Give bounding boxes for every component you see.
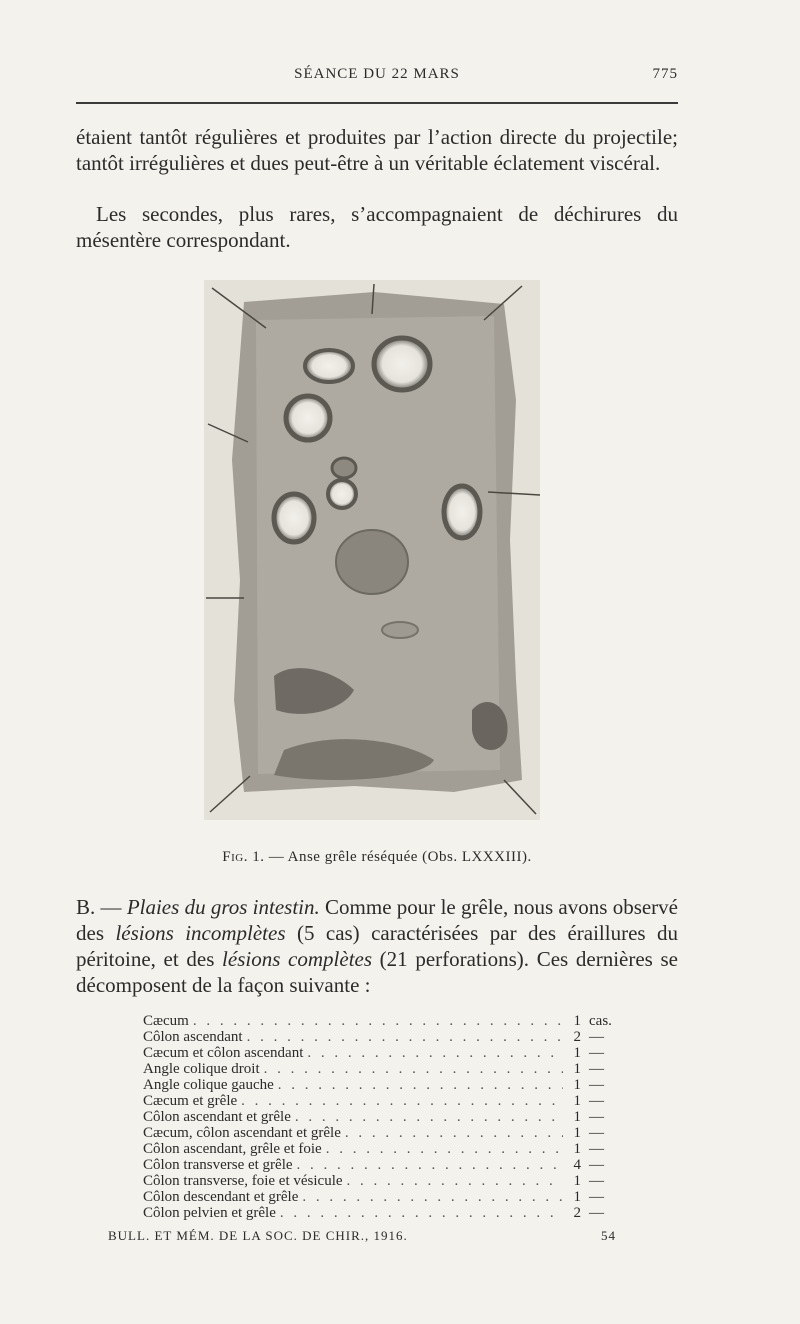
paragraph-continuation: étaient tantôt régulières et produites par l’action directe du projectile; tantôt irrégulières et dues peut-être à un véritable éclatement viscéral. (76, 125, 678, 175)
dot-leader (264, 1061, 563, 1077)
section-text-3: (21 perforations). Ces dernières se décomposent de la façon suivante : (76, 947, 678, 997)
case-count: 2 (573, 1029, 581, 1045)
case-count: 1 (573, 1093, 581, 1109)
section-title: Plaies du gros intestin. (126, 895, 320, 919)
dot-leader (307, 1045, 563, 1061)
specimen-photograph (204, 280, 540, 820)
dot-leader (345, 1125, 563, 1141)
case-unit: — (589, 1061, 604, 1077)
paragraph-section-b (76, 894, 678, 998)
list-item (143, 1045, 623, 1061)
case-unit: — (589, 1157, 604, 1173)
emphasis-incomplete-lesions: lésions incomplètes (115, 921, 286, 945)
page-number: 775 (652, 66, 678, 82)
dot-leader (347, 1173, 563, 1189)
running-title: SÉANCE DU 22 MARS (294, 66, 460, 82)
list-item (143, 1141, 623, 1157)
dot-leader (193, 1013, 563, 1029)
list-item (143, 1205, 623, 1221)
section-text-2: (5 cas) caractérisées par des éraillures du péritoine, et des (76, 921, 679, 971)
site-label: Cæcum, côlon ascendant et grêle (143, 1125, 341, 1141)
dot-leader (278, 1077, 563, 1093)
case-count: 1 (573, 1077, 581, 1093)
case-count: 1 (573, 1189, 581, 1205)
case-unit: — (589, 1029, 604, 1045)
paragraph-mesentery: Les secondes, plus rares, s’accompagnaient de déchirures du mésentère correspondant. (76, 202, 678, 252)
list-item (143, 1061, 623, 1077)
case-unit: — (589, 1173, 604, 1189)
site-label: Cæcum et grêle (143, 1093, 238, 1109)
list-item (143, 1109, 623, 1125)
case-count: 1 (573, 1141, 581, 1157)
site-label: Côlon transverse, foie et vésicule (143, 1173, 343, 1189)
case-unit: — (589, 1141, 604, 1157)
figure-label: Fig. 1. (222, 849, 265, 865)
site-label: Côlon ascendant et grêle (143, 1109, 291, 1125)
case-count: 4 (573, 1157, 581, 1173)
list-item (143, 1093, 623, 1109)
site-label: Cæcum et côlon ascendant (143, 1045, 304, 1061)
list-item (143, 1013, 623, 1029)
site-label: Angle colique droit (143, 1061, 260, 1077)
list-item (143, 1173, 623, 1189)
case-count: 1 (573, 1109, 581, 1125)
list-item (143, 1189, 623, 1205)
dot-leader (302, 1189, 563, 1205)
emphasis-complete-lesions: lésions complètes (222, 947, 373, 971)
list-item (143, 1077, 623, 1093)
figure-caption (76, 849, 678, 866)
case-count: 1 (573, 1125, 581, 1141)
case-count: 1 (573, 1173, 581, 1189)
case-unit: — (589, 1093, 604, 1109)
dot-leader (241, 1093, 563, 1109)
site-label: Angle colique gauche (143, 1077, 274, 1093)
section-marker: B. — (76, 895, 127, 919)
figure-caption-text: — Anse grêle réséquée (Obs. LXXXIII). (264, 849, 532, 865)
case-count: 1 (573, 1061, 581, 1077)
page-footer (108, 1228, 616, 1248)
case-count: 1 (573, 1013, 581, 1029)
case-unit: cas. (589, 1013, 612, 1029)
site-label: Côlon transverse et grêle (143, 1157, 293, 1173)
running-head (76, 66, 678, 90)
site-label: Côlon descendant et grêle (143, 1189, 299, 1205)
journal-reference: BULL. ET MÉM. DE LA SOC. DE CHIR., 1916. (108, 1228, 408, 1243)
site-label: Côlon ascendant (143, 1029, 243, 1045)
section-text-1: Comme pour le grêle, nous avons observé des (76, 895, 678, 945)
site-label: Cæcum (143, 1013, 189, 1029)
case-unit: — (589, 1205, 604, 1221)
dot-leader (326, 1141, 563, 1157)
case-count: 1 (573, 1045, 581, 1061)
case-unit: — (589, 1189, 604, 1205)
case-unit: — (589, 1045, 604, 1061)
case-unit: — (589, 1077, 604, 1093)
list-item (143, 1029, 623, 1045)
header-rule (76, 102, 678, 104)
list-item (143, 1157, 623, 1173)
case-unit: — (589, 1125, 604, 1141)
list-item (143, 1125, 623, 1141)
printer-signature: 54 (601, 1228, 616, 1243)
dot-leader (295, 1109, 563, 1125)
resected-intestine-illustration (204, 280, 540, 820)
dot-leader (297, 1157, 563, 1173)
site-label: Côlon pelvien et grêle (143, 1205, 276, 1221)
case-unit: — (589, 1109, 604, 1125)
dot-leader (247, 1029, 563, 1045)
case-count: 2 (573, 1205, 581, 1221)
perforation-summary-list (143, 1013, 623, 1221)
dot-leader (280, 1205, 563, 1221)
site-label: Côlon ascendant, grêle et foie (143, 1141, 322, 1157)
